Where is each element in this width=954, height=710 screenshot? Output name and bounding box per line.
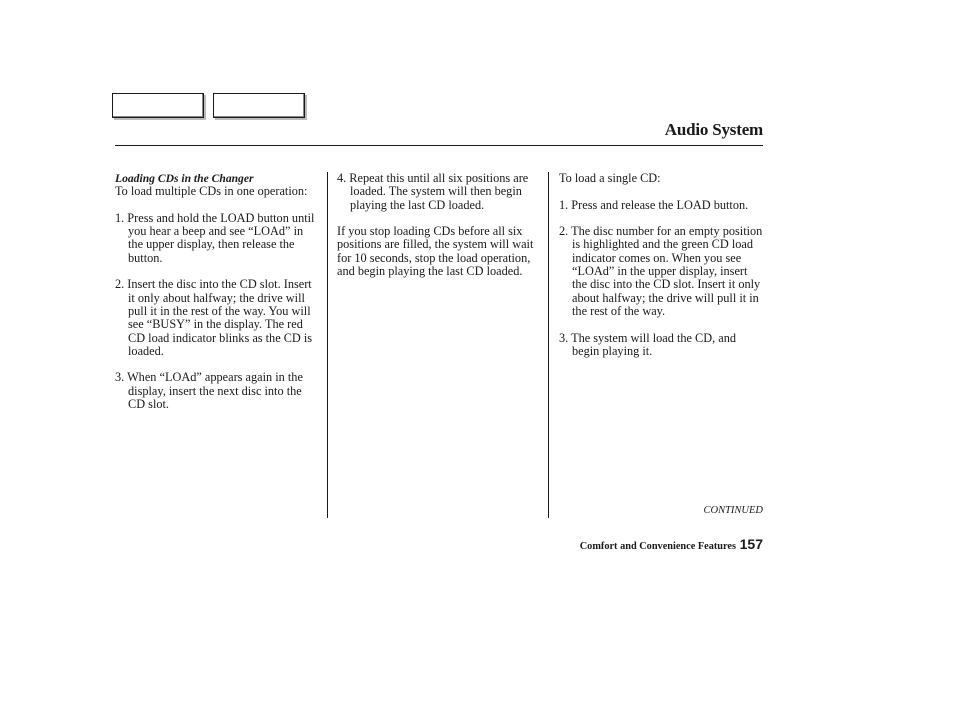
step-item: 4. Repeat this until all six positions are loaded. The system will then begin playing the last CD loaded.: [337, 171, 529, 212]
footer-section-name: Comfort and Convenience Features: [579, 541, 736, 552]
intro-paragraph: To load a single CD:: [559, 171, 661, 185]
header-divider: [115, 145, 763, 146]
continued-label: CONTINUED: [703, 505, 763, 516]
text-column-2: [337, 172, 542, 292]
page-title: Audio System: [664, 120, 763, 139]
column-divider-2: [548, 172, 549, 518]
nav-button-main-menu[interactable]: [112, 93, 204, 118]
page-number: 157: [739, 536, 763, 552]
step-item: 1. Press and release the LOAD button.: [559, 197, 749, 212]
text-column-3: [559, 172, 764, 371]
step-item: 2. The disc number for an empty position is highlighted and the green CD load indicator comes on. When you see “LOAd” in the upper display, insert the disc into the CD slot. Insert it only about halfway; the drive will pull it in the rest of the way.: [559, 224, 763, 318]
text-column-1: [115, 172, 320, 425]
column-divider-1: [327, 172, 328, 518]
note-paragraph: If you stop loading CDs before all six positions are filled, the system will wait for 10 seconds, stop the load operation, and begin playing the last CD loaded.: [337, 224, 534, 279]
step-item: 3. When “LOAd” appears again in the display, insert the next disc into the CD slot.: [115, 370, 303, 412]
step-item: 3. The system will load the CD, and begin playing it.: [559, 330, 737, 358]
nav-button-index[interactable]: [213, 93, 305, 118]
step-item: 2. Insert the disc into the CD slot. Insert it only about halfway; the drive will pull it in the rest of the way. You will see “BUSY” in the display. The red CD load indicator blinks as the CD is loaded.: [115, 277, 313, 358]
step-item: 1. Press and hold the LOAD button until you hear a beep and see “LOAd” in the upper display, then release the button.: [115, 210, 315, 265]
section-subheading: Loading CDs in the Changer: [115, 172, 254, 185]
intro-paragraph: To load multiple CDs in one operation:: [115, 184, 308, 199]
